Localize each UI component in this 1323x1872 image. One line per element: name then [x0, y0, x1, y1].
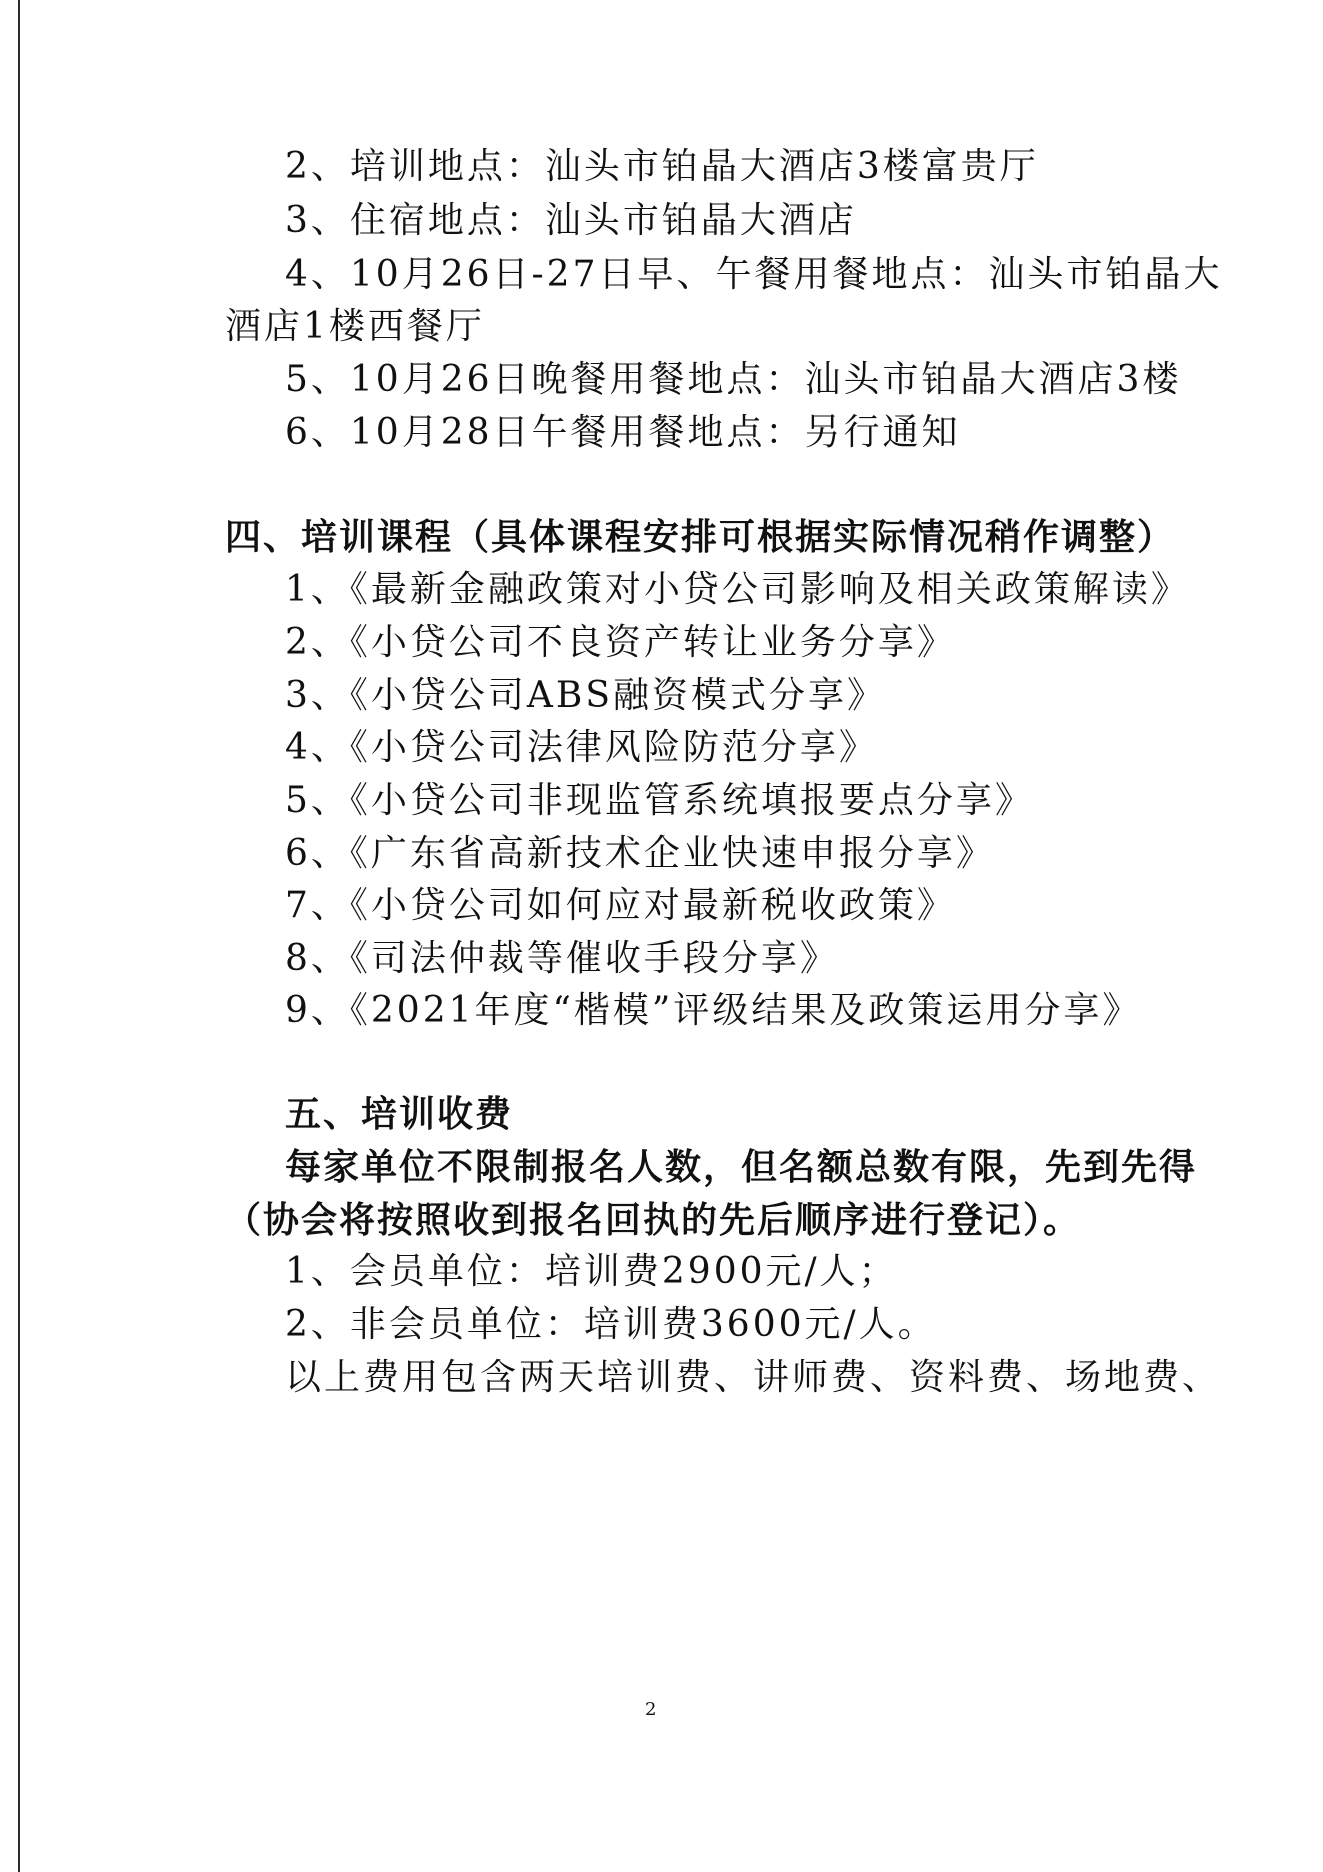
fee-includes-text: 以上费用包含两天培训费、讲师费、资料费、场地费、 [285, 1357, 1222, 1398]
venue-item-lunch-28: 6、10月28日午餐用餐地点：另行通知 [285, 412, 961, 453]
section-heading-fees: 五、培训收费 [285, 1093, 514, 1135]
course-item: 4、《小贷公司法律风险防范分享》 [285, 727, 878, 768]
fee-notice-line1: 每家单位不限制报名人数，但名额总数有限，先到先得 [285, 1146, 1198, 1188]
course-item: 5、《小贷公司非现监管系统填报要点分享》 [285, 780, 1034, 821]
venue-item-dinner: 5、10月26日晚餐用餐地点：汕头市铂晶大酒店3楼 [285, 359, 1182, 400]
venue-item-breakfast-lunch: 4、10月26日-27日早、午餐用餐地点：汕头市铂晶大 [285, 254, 1223, 295]
venue-item-training-location: 2、培训地点：汕头市铂晶大酒店3楼富贵厅 [285, 146, 1039, 187]
course-item: 1、《最新金融政策对小贷公司影响及相关政策解读》 [285, 569, 1190, 610]
page-number: 2 [645, 1699, 657, 1720]
course-item: 8、《司法仲裁等催收手段分享》 [285, 938, 839, 979]
section-heading-courses: 四、培训课程（具体课程安排可根据实际情况稍作调整） [225, 516, 1176, 558]
course-item: 7、《小贷公司如何应对最新税收政策》 [285, 885, 956, 926]
course-item: 6、《广东省高新技术企业快速申报分享》 [285, 833, 995, 874]
course-item: 2、《小贷公司不良资产转让业务分享》 [285, 622, 956, 663]
venue-item-lodging: 3、住宿地点：汕头市铂晶大酒店 [285, 200, 857, 241]
fee-notice-line2: （协会将按照收到报名回执的先后顺序进行登记）。 [225, 1199, 1082, 1241]
fee-item-non-member: 2、非会员单位：培训费3600元/人。 [285, 1304, 937, 1345]
course-item: 3、《小贷公司ABS融资模式分享》 [285, 675, 887, 716]
fee-item-member: 1、会员单位：培训费2900元/人； [285, 1251, 898, 1292]
course-item: 9、《2021年度“楷模”评级结果及政策运用分享》 [285, 990, 1142, 1031]
venue-item-breakfast-lunch-cont: 酒店1楼西餐厅 [225, 306, 485, 347]
